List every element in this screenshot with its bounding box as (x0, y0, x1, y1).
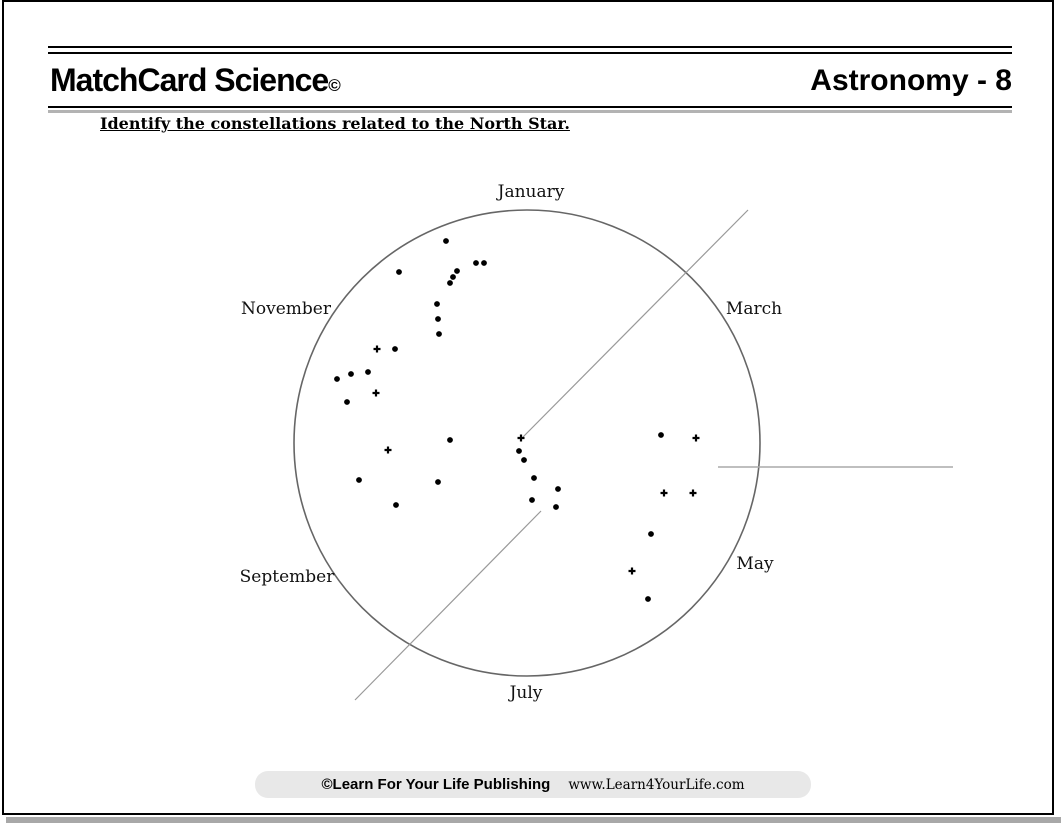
star-dot-15 (334, 376, 340, 382)
footer-pill (255, 771, 811, 798)
star-cross-16 (373, 390, 380, 397)
star-dot-27 (555, 486, 561, 492)
star-cross-11 (374, 346, 381, 353)
worksheet-title: Astronomy - 8 (810, 64, 1012, 97)
star-dot-29 (553, 504, 559, 510)
instruction-text: Identify the constellations related to the North Star. (100, 114, 570, 133)
footer-website[interactable]: www.Learn4YourLife.com (568, 776, 745, 793)
star-dot-17 (344, 399, 350, 405)
star-dot-8 (434, 301, 440, 307)
star-dot-10 (436, 331, 442, 337)
month-label-march: March (725, 299, 783, 319)
star-dot-30 (658, 432, 664, 438)
star-cross-23 (518, 435, 525, 442)
star-cross-32 (661, 490, 668, 497)
star-cross-31 (693, 435, 700, 442)
star-cross-19 (385, 447, 392, 454)
star-dot-24 (516, 448, 522, 454)
north-star-pointer-line-2 (355, 511, 541, 700)
north-star-pointer-line-1 (523, 210, 748, 437)
star-dot-26 (531, 475, 537, 481)
star-dot-20 (356, 477, 362, 483)
month-label-january: January (497, 182, 565, 202)
month-label-november: November (241, 299, 331, 319)
star-dot-2 (473, 260, 479, 266)
brand-title-text: MatchCard Science (50, 62, 329, 98)
star-dot-1 (443, 238, 449, 244)
star-dot-12 (392, 346, 398, 352)
month-label-may: May (736, 554, 774, 574)
copyright-symbol: © (328, 76, 341, 95)
star-dot-28 (529, 497, 535, 503)
star-dot-9 (435, 316, 441, 322)
star-dot-3 (481, 260, 487, 266)
star-dot-18 (447, 437, 453, 443)
month-label-september: September (239, 567, 335, 587)
star-cross-33 (690, 490, 697, 497)
star-dot-5 (450, 274, 456, 280)
star-dot-13 (365, 369, 371, 375)
footer-publisher: ©Learn For Your Life Publishing (321, 776, 551, 793)
star-dot-36 (645, 596, 651, 602)
month-label-july: July (509, 683, 543, 703)
star-dot-4 (454, 268, 460, 274)
star-dot-14 (348, 371, 354, 377)
star-dot-21 (435, 479, 441, 485)
star-cross-35 (629, 568, 636, 575)
star-dot-25 (521, 457, 527, 463)
star-dot-7 (396, 269, 402, 275)
star-dot-22 (393, 502, 399, 508)
star-dot-6 (447, 280, 453, 286)
star-chart-circle (294, 210, 760, 676)
star-dot-34 (648, 531, 654, 537)
